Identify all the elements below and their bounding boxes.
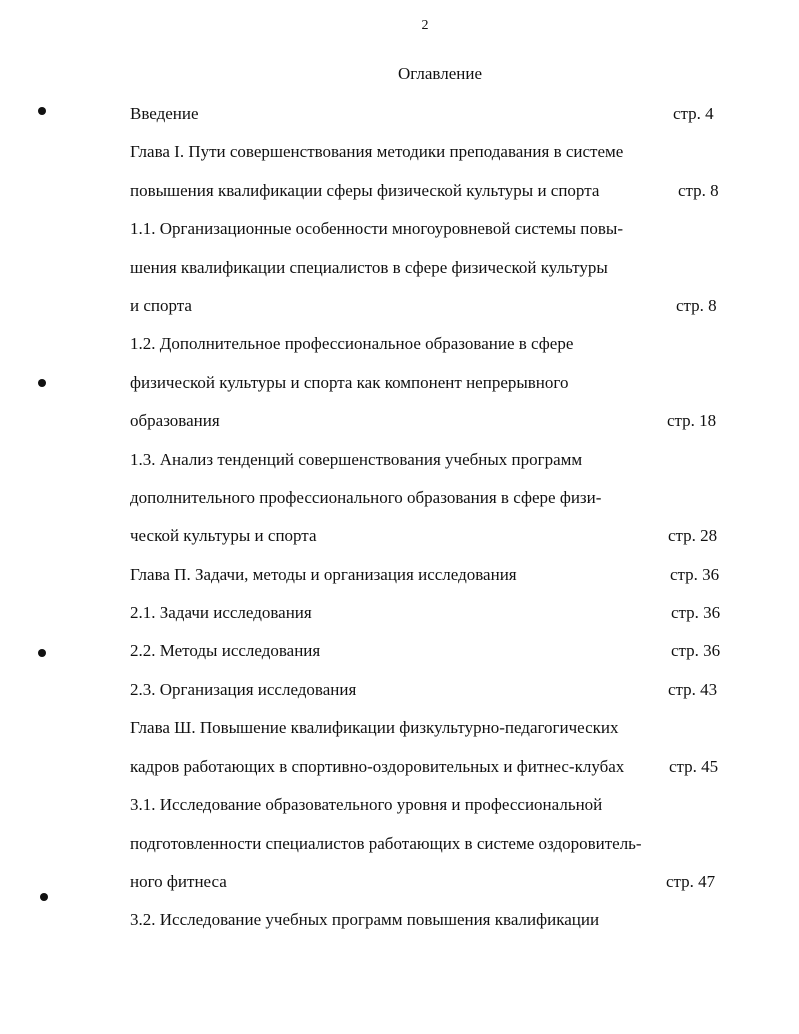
toc-line-section-3-2: 3.2. Исследование учебных программ повышения квалификации xyxy=(130,910,600,929)
punch-hole-mark xyxy=(38,649,46,657)
page-ref-chapter-3: стр. 45 xyxy=(669,757,719,776)
toc-line-chapter-2: Глава П. Задачи, методы и организация исследования xyxy=(130,565,517,584)
toc-line-section-3-1-end: ного фитнеса xyxy=(130,872,227,891)
page-ref-introduction: стр. 4 xyxy=(673,104,714,123)
toc-line-section-3-1: 3.1. Исследование образовательного уровня и профессиональной xyxy=(130,795,603,814)
page-ref-section-2-2: стр. 36 xyxy=(671,641,721,660)
page-ref-section-1-1: стр. 8 xyxy=(676,296,717,315)
toc-line-section-1-1-cont: шения квалификации специалистов в сфере физической культуры xyxy=(130,258,608,277)
page-ref-section-1-2: стр. 18 xyxy=(667,411,717,430)
toc-line-section-1-2-end: образования xyxy=(130,411,220,430)
toc-line-chapter-3-cont: кадров работающих в спортивно-оздоровительных и фитнес-клубах xyxy=(130,757,625,776)
punch-hole-mark xyxy=(40,893,48,901)
page-ref-section-3-1: стр. 47 xyxy=(666,872,716,891)
page-ref-chapter-2: стр. 36 xyxy=(670,565,720,584)
page-number: 2 xyxy=(421,18,429,33)
toc-line-section-2-3: 2.3. Организация исследования xyxy=(130,680,357,699)
page-ref-section-2-1: стр. 36 xyxy=(671,603,721,622)
page-ref-section-1-3: стр. 28 xyxy=(668,526,718,545)
toc-title: Оглавление xyxy=(398,64,482,83)
toc-line-section-2-1: 2.1. Задачи исследования xyxy=(130,603,312,622)
toc-line-section-1-3-end: ческой культуры и спорта xyxy=(130,526,317,545)
punch-hole-mark xyxy=(38,379,46,387)
toc-line-chapter-1: Глава I. Пути совершенствования методики преподавания в системе xyxy=(130,142,624,161)
page-ref-section-2-3: стр. 43 xyxy=(668,680,718,699)
toc-line-chapter-3: Глава Ш. Повышение квалификации физкультурно-педагогических xyxy=(130,718,619,737)
punch-hole-mark xyxy=(38,107,46,115)
toc-line-chapter-1-cont: повышения квалификации сферы физической культуры и спорта xyxy=(130,181,600,200)
toc-line-section-1-1-end: и спорта xyxy=(130,296,192,315)
toc-line-section-1-3-cont: дополнительного профессионального образования в сфере физи- xyxy=(130,488,602,507)
toc-line-section-1-3: 1.3. Анализ тенденций совершенствования учебных программ xyxy=(130,450,583,469)
toc-line-section-1-2-cont: физической культуры и спорта как компонент непрерывного xyxy=(130,373,569,392)
toc-line-section-1-2: 1.2. Дополнительное профессиональное образование в сфере xyxy=(130,334,574,353)
page-ref-chapter-1: стр. 8 xyxy=(678,181,719,200)
toc-line-section-3-1-cont: подготовленности специалистов работающих в системе оздоровитель- xyxy=(130,834,642,853)
toc-line-section-1-1: 1.1. Организационные особенности многоуровневой системы повы- xyxy=(130,219,623,238)
toc-line-introduction: Введение xyxy=(130,104,199,123)
toc-line-section-2-2: 2.2. Методы исследования xyxy=(130,641,321,660)
